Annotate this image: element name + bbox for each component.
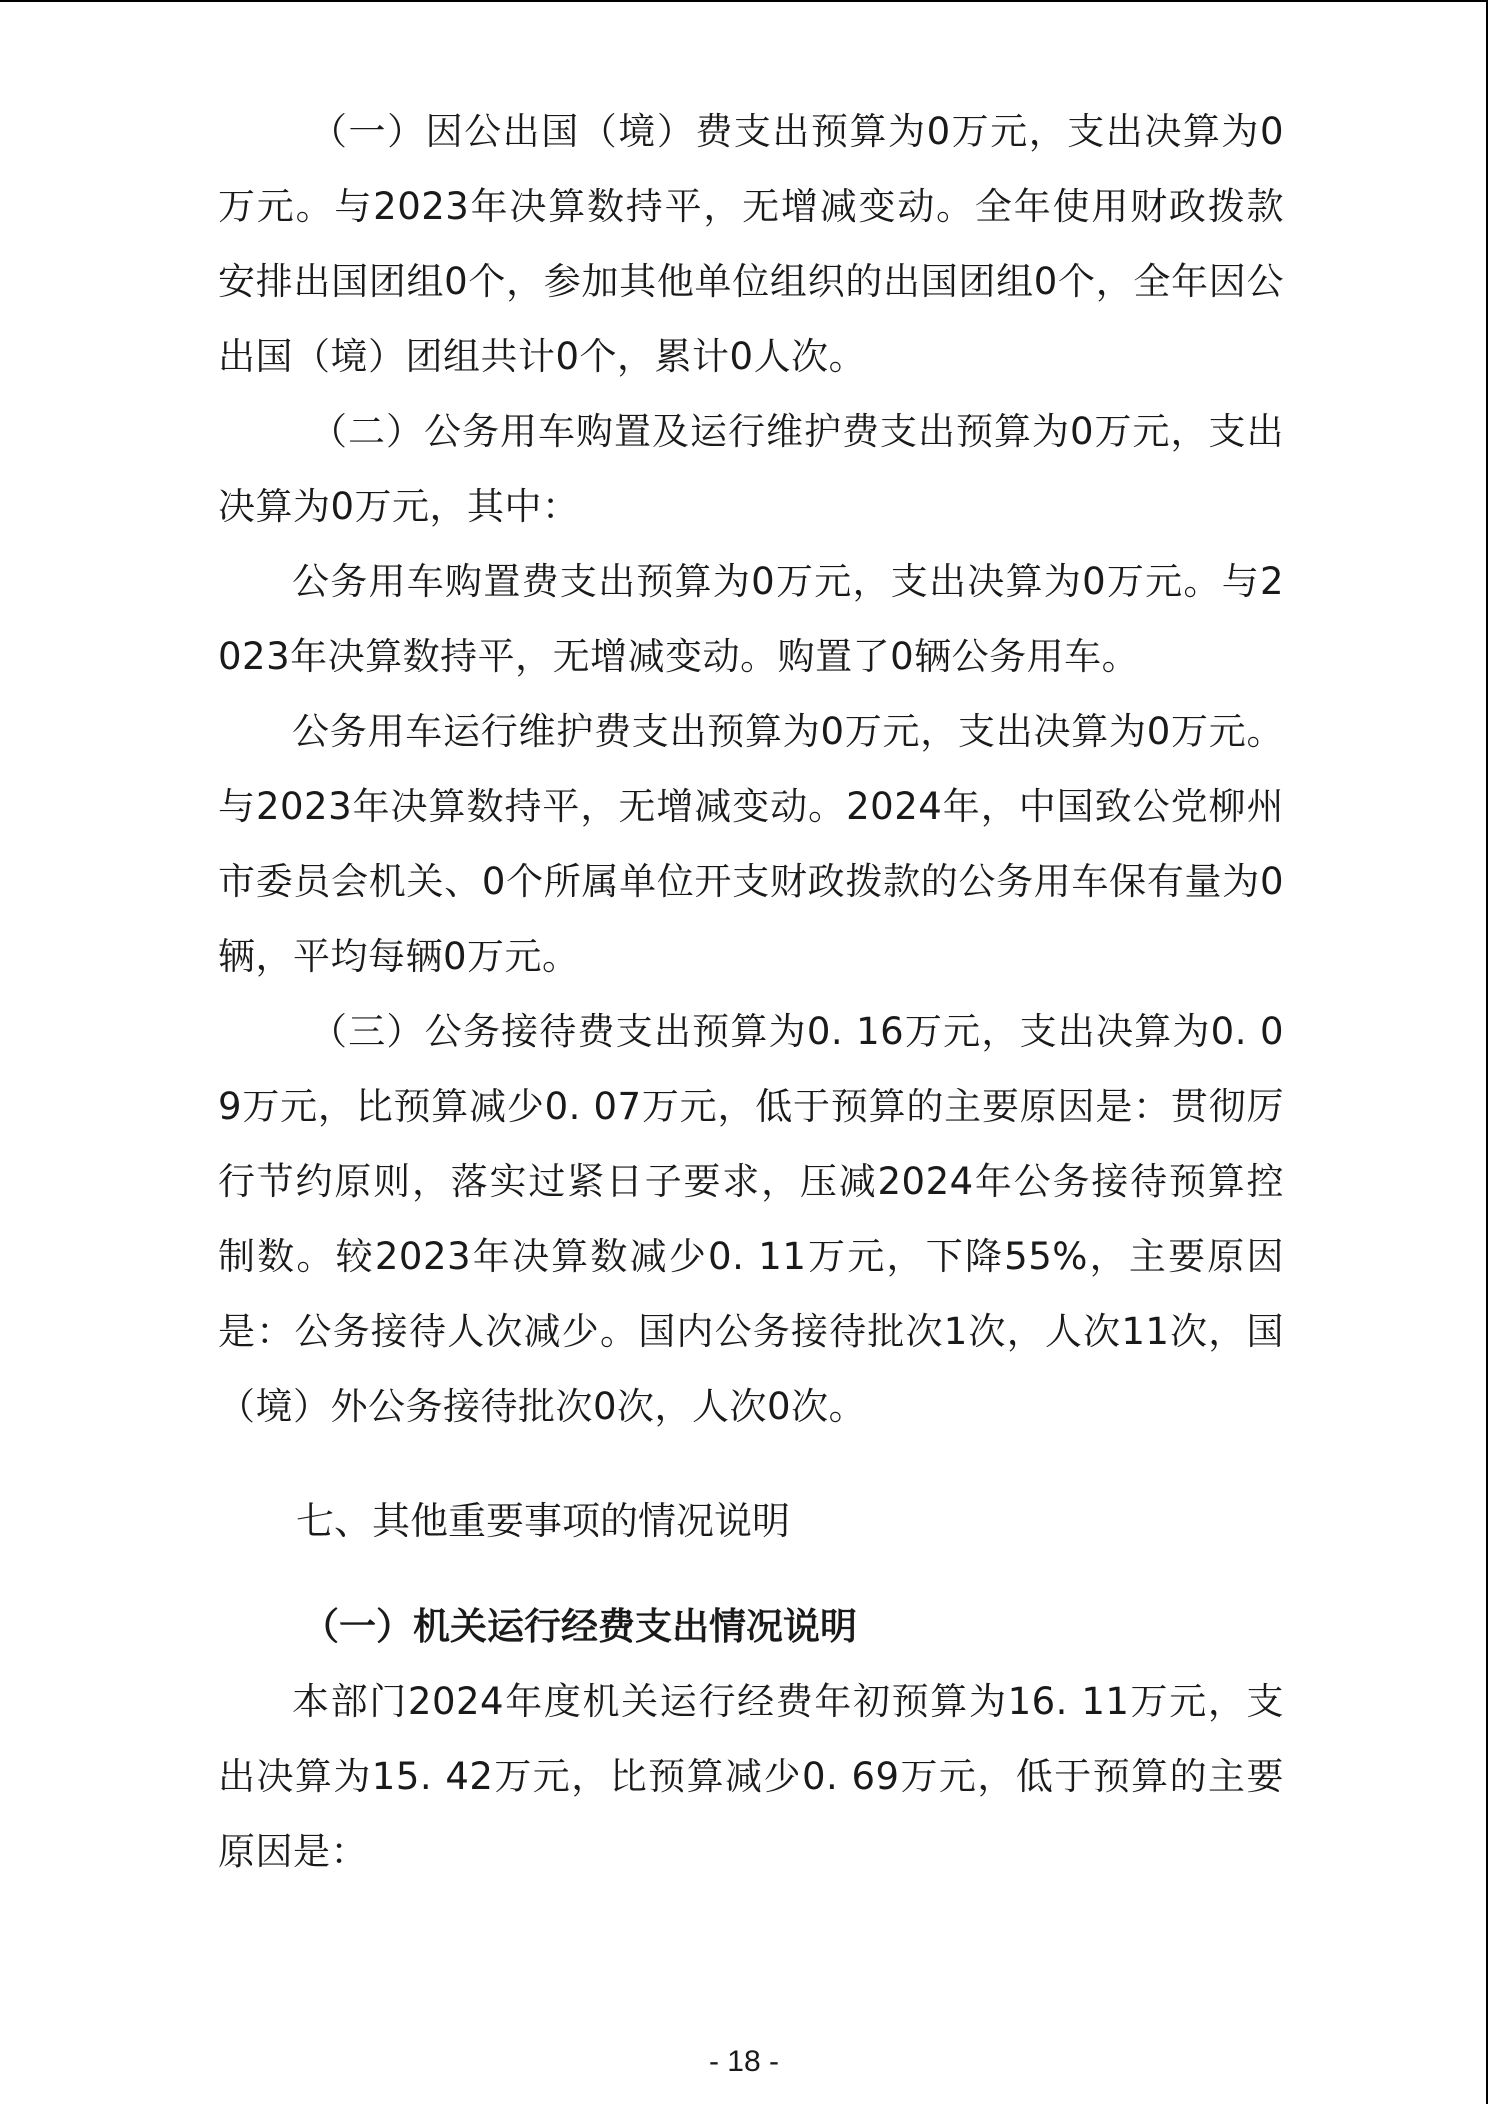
paragraph-vehicle-summary: （二）公务用车购置及运行维护费支出预算为0万元，支出决算为0万元，其中： [218,410,1284,528]
section-heading: 七、其他重要事项的情况说明 [296,1499,791,1543]
paragraph-overseas-travel: （一）因公出国（境）费支出预算为0万元，支出决算为0万元。与2023年决算数持平，无增减变动。全年使用财政拨款安排出国团组0个，参加其他单位组织的出国团组0个，全年因公出国（境）团组共计0个，累计0人次。 [218,110,1284,378]
sub-heading: （一）机关运行经费支出情况说明 [302,1605,857,1648]
page-number: - 18 - [708,2045,780,2078]
paragraph-reception: （三）公务接待费支出预算为0. 16万元，支出决算为0. 09万元，比预算减少0. 07万元，低于预算的主要原因是：贯彻厉行节约原则，落实过紧日子要求，压减2024年公务接待预算控制数。较2023年决算数减少0. 11万元，下降55%，主要原因是：公务接待人次减少。国内公务接待批次1次，人次11次，国（境）外公务接待批次0次，人次0次。 [218,1010,1284,1428]
document-body [218,94,1284,1889]
paragraph-vehicle-maintenance: 公务用车运行维护费支出预算为0万元，支出决算为0万元。与2023年决算数持平，无增减变动。2024年，中国致公党柳州市委员会机关、0个所属单位开支财政拨款的公务用车保有量为0辆，平均每辆0万元。 [218,710,1284,978]
paragraph-operating-expenses: 本部门2024年度机关运行经费年初预算为16. 11万元，支出决算为15. 42万元，比预算减少0. 69万元，低于预算的主要原因是： [218,1680,1284,1873]
paragraph-vehicle-purchase: 公务用车购置费支出预算为0万元，支出决算为0万元。与2023年决算数持平，无增减变动。购置了0辆公务用车。 [218,560,1284,678]
